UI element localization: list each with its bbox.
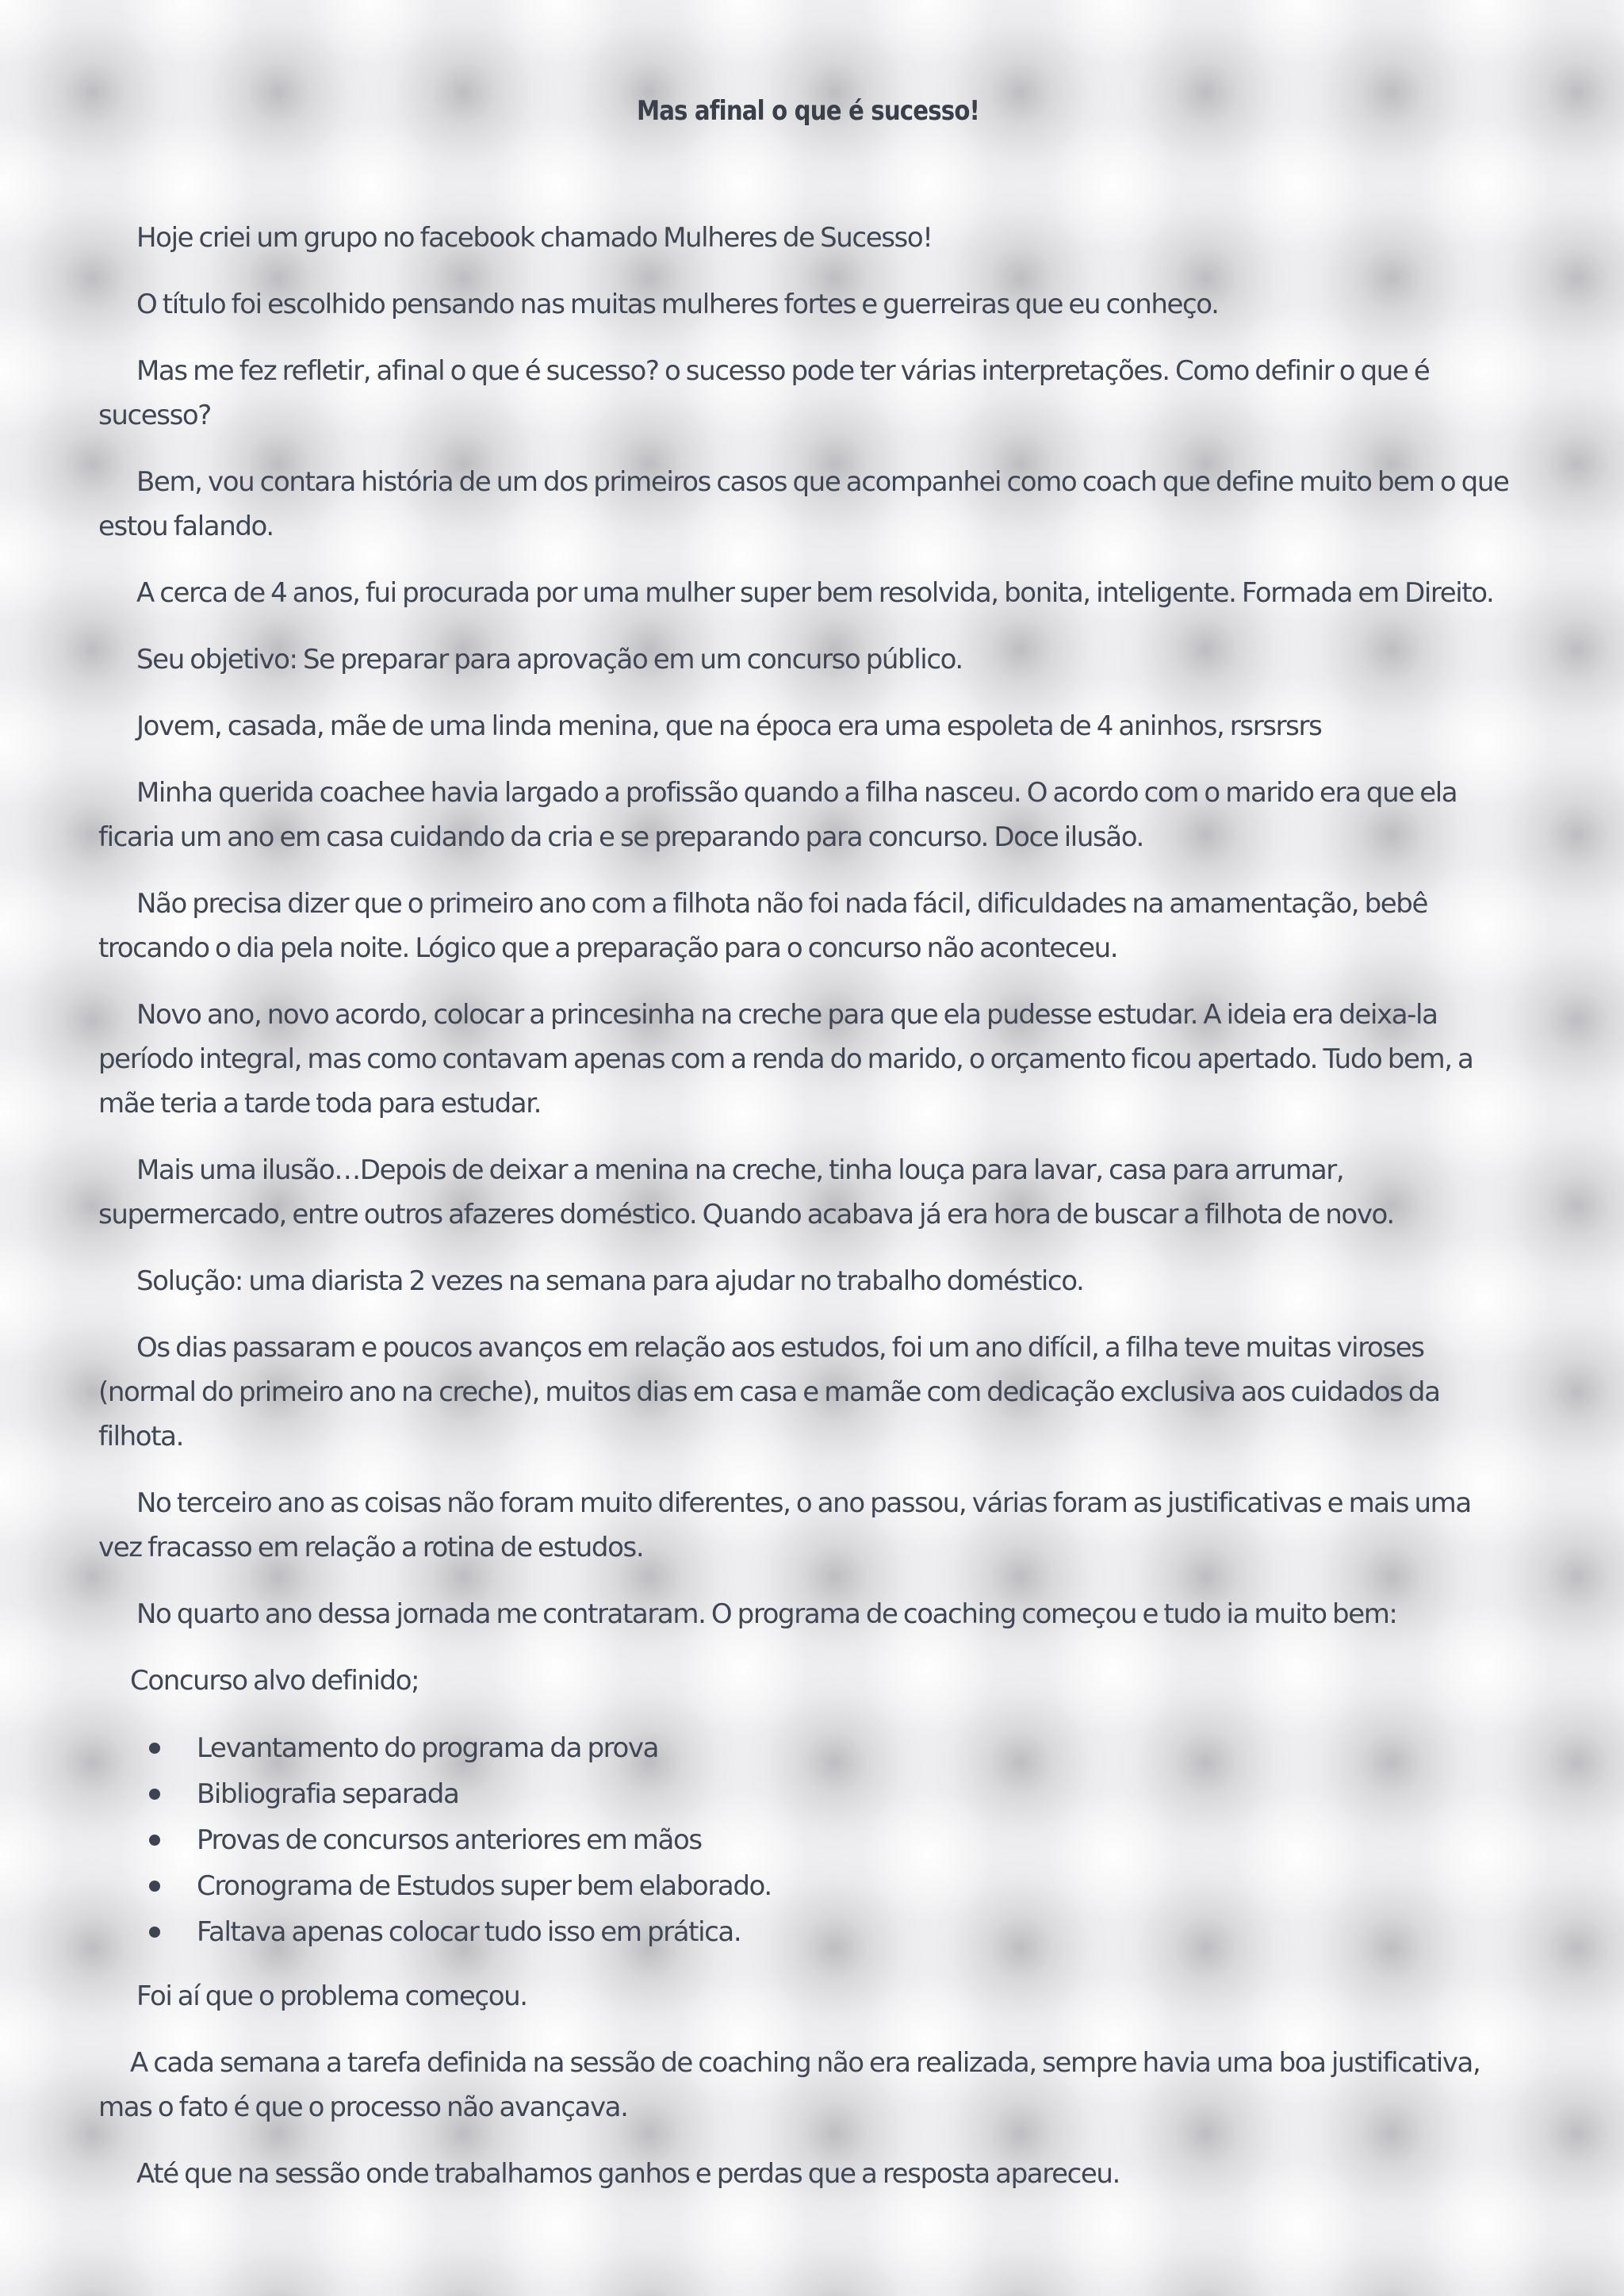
paragraph: Até que na sessão onde trabalhamos ganhos e perdas que a resposta apareceu.	[136, 2158, 1120, 2190]
paragraph: No quarto ano dessa jornada me contrataram. O programa de coaching começou e tudo ia muito bem:	[136, 1598, 1397, 1630]
paragraph: Seu objetivo: Se preparar para aprovação em um concurso público.	[136, 644, 963, 675]
paragraph: No terceiro ano as coisas não foram muito diferentes, o ano passou, várias foram as justificativas e mais uma vez fracasso em relação a rotina de estudos.	[98, 1487, 1471, 1563]
paragraph: Hoje criei um grupo no facebook chamado Mulheres de Sucesso!	[136, 222, 933, 254]
paragraph: Mas me fez refletir, afinal o que é sucesso? o sucesso pode ter várias interpretações. Como definir o que é sucesso?	[98, 355, 1430, 431]
list-item-text: Levantamento do programa da prova	[197, 1732, 659, 1764]
bullet-list	[147, 1725, 1518, 1955]
list-item-text: Provas de concursos anteriores em mãos	[197, 1824, 702, 1856]
bullet-icon	[149, 1881, 160, 1892]
bullet-icon	[149, 1927, 160, 1938]
document-page	[98, 95, 1518, 2218]
list-item	[147, 1817, 1518, 1863]
list-item	[147, 1771, 1518, 1817]
bullet-icon	[149, 1835, 160, 1846]
paragraph: Mais uma ilusão…Depois de deixar a menina na creche, tinha louça para lavar, casa para arrumar, supermercado, entre outros afazeres doméstico. Quando acabava já era hora de buscar a filhota de novo.	[98, 1154, 1394, 1230]
paragraph: Foi aí que o problema começou.	[136, 1980, 527, 2012]
list-item	[147, 1909, 1518, 1955]
list-item	[147, 1725, 1518, 1771]
list-item-text: Cronograma de Estudos super bem elaborado.	[197, 1870, 772, 1902]
paragraph: O título foi escolhido pensando nas muitas mulheres fortes e guerreiras que eu conheço.	[136, 289, 1219, 320]
list-item-text: Bibliografia separada	[197, 1778, 459, 1810]
list-item-text: Faltava apenas colocar tudo isso em prática.	[197, 1916, 741, 1948]
paragraph: Minha querida coachee havia largado a profissão quando a filha nasceu. O acordo com o marido era que ela ficaria um ano em casa cuidando da cria e se preparando para concurso. Doce ilusão.	[98, 777, 1457, 853]
bullet-icon	[149, 1789, 160, 1800]
bullet-icon	[149, 1743, 160, 1754]
paragraph: A cada semana a tarefa definida na sessão de coaching não era realizada, sempre havia uma boa justificativa, mas o fato é que o processo não avançava.	[98, 2047, 1480, 2123]
paragraph: Jovem, casada, mãe de uma linda menina, que na época era uma espoleta de 4 aninhos, rsrsrsrs	[136, 710, 1322, 742]
paragraph: Solução: uma diarista 2 vezes na semana para ajudar no trabalho doméstico.	[136, 1265, 1084, 1297]
paragraph: Não precisa dizer que o primeiro ano com a filhota não foi nada fácil, dificuldades na amamentação, bebê trocando o dia pela noite. Lógico que a preparação para o concurso não aconteceu.	[98, 888, 1428, 964]
paragraph: A cerca de 4 anos, fui procurada por uma mulher super bem resolvida, bonita, inteligente. Formada em Direito.	[136, 577, 1494, 609]
paragraph: Os dias passaram e poucos avanços em relação aos estudos, foi um ano difícil, a filha teve muitas viroses (normal do primeiro ano na creche), muitos dias em casa e mamãe com dedicação exclusiva aos cuidados da filhota.	[98, 1332, 1440, 1452]
paragraph: Concurso alvo definido;	[130, 1665, 419, 1697]
paragraph: Novo ano, novo acordo, colocar a princesinha na creche para que ela pudesse estudar. A ideia era deixa-la período integral, mas como contavam apenas com a renda do marido, o orçamento ficou apertado. Tudo bem, a mãe teria a tarde toda para estudar.	[98, 999, 1473, 1119]
paragraph: Bem, vou contara história de um dos primeiros casos que acompanhei como coach que define muito bem o que estou falando.	[98, 466, 1509, 542]
list-item	[147, 1863, 1518, 1909]
document-title: Mas afinal o que é sucesso!	[636, 95, 980, 127]
